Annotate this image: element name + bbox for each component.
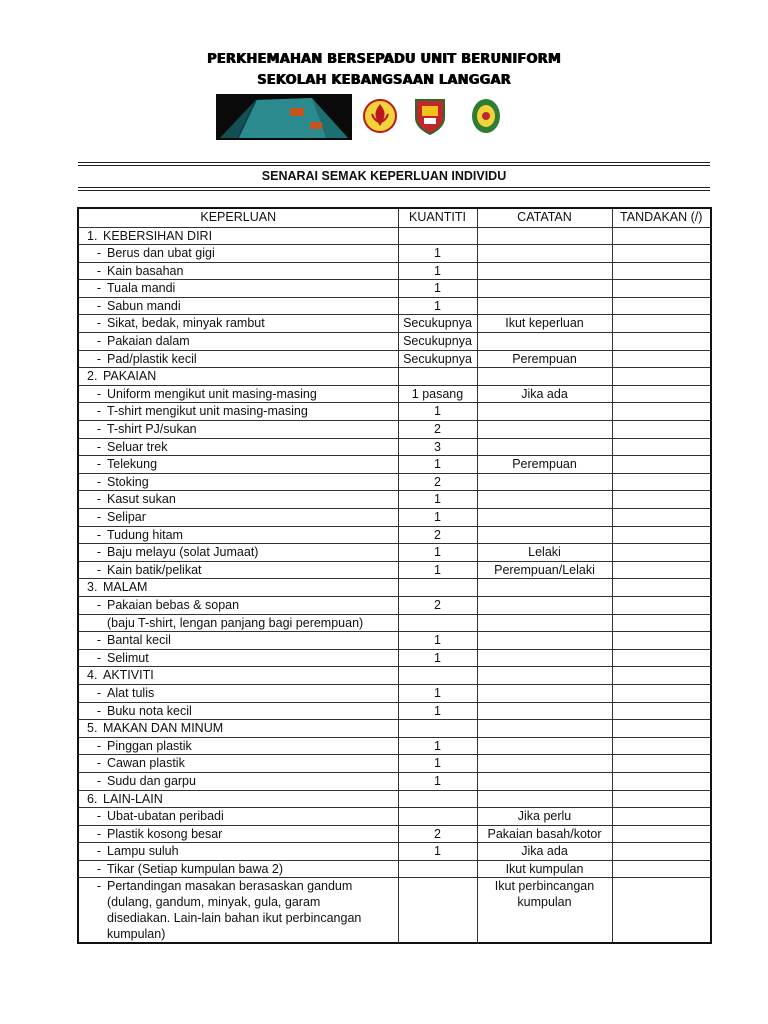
tick-cell[interactable] <box>612 350 711 368</box>
page-title-line1: PERKHEMAHAN BERSEPADU UNIT BERUNIFORM <box>207 52 561 67</box>
item-cell: - Pakaian bebas & sopan <box>78 596 398 614</box>
item-note: Lelaki <box>528 545 561 560</box>
section-row <box>78 368 711 386</box>
item-name: Pakaian dalam <box>107 334 190 349</box>
section-title: MALAM <box>103 580 148 595</box>
item-name: Pertandingan masakan berasaskan gandum <box>107 879 353 894</box>
item-name: Tikar (Setiap kumpulan bawa 2) <box>107 861 284 876</box>
section-number: 4. <box>87 668 98 683</box>
item-qty: 1 <box>434 703 441 718</box>
tick-cell[interactable] <box>612 825 711 843</box>
item-cell: - T-shirt PJ/sukan <box>78 421 398 439</box>
item-name: Telekung <box>107 457 158 472</box>
item-cell: - Bantal kecil <box>78 632 398 650</box>
item-cell: - Pakaian dalam <box>78 333 398 351</box>
qty-cell <box>398 579 477 597</box>
table-row <box>78 438 711 456</box>
item-name: Uniform mengikut unit masing-masing <box>107 386 317 401</box>
table-row <box>78 755 711 773</box>
qty-cell <box>398 702 477 720</box>
item-cell: - Kain basahan <box>78 262 398 280</box>
tick-cell[interactable] <box>612 596 711 614</box>
section-title-cell <box>78 368 398 386</box>
note-cell <box>477 491 612 509</box>
item-qty: 1 <box>434 545 441 560</box>
qty-cell <box>398 632 477 650</box>
note-cell <box>477 755 612 773</box>
tick-cell[interactable] <box>612 755 711 773</box>
item-qty: 1 <box>434 298 441 313</box>
table-row <box>78 614 711 632</box>
tick-cell[interactable] <box>612 315 711 333</box>
tick-cell[interactable] <box>612 843 711 861</box>
section-row <box>78 790 711 808</box>
note-cell <box>477 579 612 597</box>
item-name: Plastik kosong besar <box>107 826 223 841</box>
tick-cell[interactable] <box>612 860 711 878</box>
tick-cell[interactable] <box>612 614 711 632</box>
item-cell: - Stoking <box>78 473 398 491</box>
section-title: MAKAN DAN MINUM <box>103 721 224 736</box>
item-cell: - Kain batik/pelikat <box>78 561 398 579</box>
scout-emblem-icon <box>362 96 398 136</box>
item-name: Kain batik/pelikat <box>107 562 202 577</box>
tick-cell[interactable] <box>612 403 711 421</box>
tick-cell[interactable] <box>612 297 711 315</box>
note-cell <box>477 790 612 808</box>
tick-cell[interactable] <box>612 473 711 491</box>
table-row <box>78 843 711 861</box>
qty-cell <box>398 262 477 280</box>
item-cell: - Selipar <box>78 509 398 527</box>
item-cell: - Seluar trek <box>78 438 398 456</box>
qty-cell <box>398 245 477 263</box>
section-row <box>78 227 711 245</box>
tick-cell[interactable] <box>612 808 711 826</box>
section-title-cell <box>78 579 398 597</box>
table-row <box>78 808 711 826</box>
table-row <box>78 403 711 421</box>
item-cell: - Kasut sukan <box>78 491 398 509</box>
qty-cell <box>398 878 477 944</box>
item-cell: - Cawan plastik <box>78 755 398 773</box>
qty-cell <box>398 403 477 421</box>
table-row <box>78 385 711 403</box>
item-qty: 3 <box>434 439 441 454</box>
table-body <box>78 227 711 943</box>
item-name: Cawan plastik <box>107 756 185 771</box>
item-qty: 1 <box>434 263 441 278</box>
note-cell <box>477 649 612 667</box>
note-cell <box>477 843 612 861</box>
section-title: PAKAIAN <box>103 369 157 384</box>
item-name: Bantal kecil <box>107 633 171 648</box>
note-cell <box>477 350 612 368</box>
qty-cell <box>398 755 477 773</box>
tick-cell[interactable] <box>612 667 711 685</box>
table-row <box>78 684 711 702</box>
divider-top-2 <box>78 165 710 166</box>
item-note-line: kumpulan <box>517 895 572 910</box>
tick-cell[interactable] <box>612 790 711 808</box>
item-name: Selimut <box>107 650 149 665</box>
section-title: AKTIVITI <box>103 668 154 683</box>
item-qty: 1 pasang <box>411 386 464 401</box>
note-cell <box>477 526 612 544</box>
section-number: 5. <box>87 721 98 736</box>
item-name: Lampu suluh <box>107 844 179 859</box>
item-cell: - Uniform mengikut unit masing-masing <box>78 385 398 403</box>
section-row <box>78 720 711 738</box>
tent-icon <box>216 94 352 140</box>
item-cell: - Telekung <box>78 456 398 474</box>
item-cell: - Berus dan ubat gigi <box>78 245 398 263</box>
item-qty: Secukupnya <box>403 351 472 366</box>
note-cell <box>477 544 612 562</box>
item-qty: 1 <box>434 633 441 648</box>
item-cell: - Sikat, bedak, minyak rambut <box>78 315 398 333</box>
note-cell <box>477 825 612 843</box>
checklist-table <box>77 207 712 944</box>
item-name: Selipar <box>107 510 146 524</box>
qty-cell <box>398 808 477 826</box>
note-cell <box>477 473 612 491</box>
note-cell <box>477 702 612 720</box>
item-qty: 1 <box>434 281 441 296</box>
section-row <box>78 579 711 597</box>
item-name: Sudu dan garpu <box>107 773 196 788</box>
item-name: Ubat-ubatan peribadi <box>107 809 224 824</box>
tick-cell[interactable] <box>612 579 711 597</box>
table-row <box>78 632 711 650</box>
item-cell: - Sudu dan garpu <box>78 772 398 790</box>
item-name: Berus dan ubat gigi <box>107 246 215 261</box>
item-name: T-shirt mengikut unit masing-masing <box>107 404 308 419</box>
note-cell <box>477 262 612 280</box>
table-row <box>78 772 711 790</box>
table-row <box>78 509 711 527</box>
table-row <box>78 350 711 368</box>
item-note: Jika ada <box>521 844 568 859</box>
section-row <box>78 667 711 685</box>
qty-cell <box>398 614 477 632</box>
qty-cell <box>398 720 477 738</box>
item-qty: 1 <box>434 738 441 753</box>
qty-cell <box>398 790 477 808</box>
item-detail-line: (dulang, gandum, minyak, gula, garam <box>107 895 321 910</box>
section-number: 6. <box>87 791 98 806</box>
table-row <box>78 456 711 474</box>
section-title: LAIN-LAIN <box>103 791 163 806</box>
table-row <box>78 702 711 720</box>
col-header-kuantiti: KUANTITI <box>398 208 477 227</box>
item-name: Alat tulis <box>107 685 155 700</box>
tick-cell[interactable] <box>612 878 711 944</box>
note-cell <box>477 297 612 315</box>
note-cell <box>477 667 612 685</box>
item-cell: - Baju melayu (solat Jumaat) <box>78 544 398 562</box>
qty-cell <box>398 333 477 351</box>
item-cell: - Pad/plastik kecil <box>78 350 398 368</box>
table-row <box>78 473 711 491</box>
qty-cell <box>398 684 477 702</box>
page-title-line2: SEKOLAH KEBANGSAAN LANGGAR <box>257 73 511 88</box>
item-cell: - Pertandingan masakan berasaskan gandum (dulang, gandum, minyak, gula, garam disediakan. Lain-lain bahan ikut perbincangan kumpulan) <box>78 878 398 944</box>
note-cell <box>477 596 612 614</box>
note-cell <box>477 421 612 439</box>
tick-cell[interactable] <box>612 649 711 667</box>
tick-cell[interactable] <box>612 280 711 298</box>
table-row <box>78 561 711 579</box>
item-cell: - Buku nota kecil <box>78 702 398 720</box>
tick-cell[interactable] <box>612 333 711 351</box>
tick-cell[interactable] <box>612 632 711 650</box>
note-cell <box>477 772 612 790</box>
tick-cell[interactable] <box>612 702 711 720</box>
item-cell: - Lampu suluh <box>78 843 398 861</box>
qty-cell <box>398 438 477 456</box>
item-qty: 1 <box>434 492 441 507</box>
item-name: T-shirt PJ/sukan <box>107 422 197 437</box>
qty-cell <box>398 368 477 386</box>
qty-cell <box>398 315 477 333</box>
tick-cell[interactable] <box>612 245 711 263</box>
col-header-tandakan: TANDAKAN (/) <box>612 208 711 227</box>
section-number: 3. <box>87 580 98 595</box>
tick-cell[interactable] <box>612 368 711 386</box>
item-name: Seluar trek <box>107 439 168 454</box>
item-cell: - Alat tulis <box>78 684 398 702</box>
note-cell <box>477 227 612 245</box>
item-qty: 1 <box>434 457 441 472</box>
tick-cell[interactable] <box>612 262 711 280</box>
qty-cell <box>398 772 477 790</box>
divider-bottom-2 <box>78 190 710 191</box>
item-qty: 1 <box>434 510 441 524</box>
tick-cell[interactable] <box>612 526 711 544</box>
item-name: Pakaian bebas & sopan <box>107 597 240 612</box>
tick-cell[interactable] <box>612 684 711 702</box>
qty-cell <box>398 737 477 755</box>
divider-bottom <box>78 187 710 188</box>
tick-cell[interactable] <box>612 509 711 527</box>
divider-top <box>78 162 710 163</box>
item-qty: 1 <box>434 562 441 577</box>
tick-cell[interactable] <box>612 227 711 245</box>
table-row <box>78 596 711 614</box>
item-name: Pinggan plastik <box>107 738 192 753</box>
section-number: 1. <box>87 228 98 243</box>
section-number: 2. <box>87 369 98 384</box>
qty-cell <box>398 561 477 579</box>
item-qty: 1 <box>434 756 441 771</box>
item-cell: - Tudung hitam <box>78 526 398 544</box>
qty-cell <box>398 297 477 315</box>
qty-cell <box>398 526 477 544</box>
note-cell <box>477 385 612 403</box>
item-cell: - Tuala mandi <box>78 280 398 298</box>
item-qty: 1 <box>434 773 441 788</box>
item-qty: 1 <box>434 650 441 665</box>
table-row <box>78 491 711 509</box>
note-cell <box>477 368 612 386</box>
item-name: Pad/plastik kecil <box>107 351 197 366</box>
item-note: Ikut kumpulan <box>505 861 584 876</box>
tick-cell[interactable] <box>612 491 711 509</box>
table-row <box>78 737 711 755</box>
tick-cell[interactable] <box>612 720 711 738</box>
table-row <box>78 544 711 562</box>
item-name: Sabun mandi <box>107 298 181 313</box>
item-note: Ikut perbincangan <box>494 879 595 894</box>
tick-cell[interactable] <box>612 772 711 790</box>
item-note: Perempuan <box>512 351 577 366</box>
note-cell <box>477 315 612 333</box>
item-detail-line: disediakan. Lain-lain bahan ikut perbincangan <box>107 911 362 926</box>
qty-cell <box>398 421 477 439</box>
note-cell <box>477 403 612 421</box>
qty-cell <box>398 649 477 667</box>
table-row <box>78 421 711 439</box>
note-cell <box>477 808 612 826</box>
qty-cell <box>398 385 477 403</box>
tick-cell[interactable] <box>612 421 711 439</box>
item-cell <box>78 614 398 632</box>
tick-cell[interactable] <box>612 737 711 755</box>
note-cell <box>477 878 612 944</box>
tick-cell[interactable] <box>612 561 711 579</box>
section-title-cell <box>78 790 398 808</box>
qty-cell <box>398 544 477 562</box>
section-title: KEBERSIHAN DIRI <box>103 228 213 243</box>
qty-cell <box>398 860 477 878</box>
item-cell: - Selimut <box>78 649 398 667</box>
item-qty: Secukupnya <box>403 316 472 331</box>
item-cell: - Sabun mandi <box>78 297 398 315</box>
item-cell: - Plastik kosong besar <box>78 825 398 843</box>
item-qty: 2 <box>434 597 441 612</box>
note-cell <box>477 333 612 351</box>
item-qty: 1 <box>434 404 441 419</box>
item-name: Tuala mandi <box>107 281 176 296</box>
note-cell <box>477 280 612 298</box>
tick-cell[interactable] <box>612 438 711 456</box>
item-note: Jika ada <box>521 386 568 401</box>
state-crest-icon <box>468 96 504 136</box>
note-cell <box>477 614 612 632</box>
table-row <box>78 649 711 667</box>
item-note: Perempuan/Lelaki <box>494 562 595 577</box>
item-name: Stoking <box>107 474 149 489</box>
qty-cell <box>398 350 477 368</box>
item-cell: - Tikar (Setiap kumpulan bawa 2) <box>78 860 398 878</box>
note-cell <box>477 456 612 474</box>
item-name: Sikat, bedak, minyak rambut <box>107 316 265 331</box>
item-name: Baju melayu (solat Jumaat) <box>107 545 259 560</box>
item-detail-line: kumpulan) <box>107 927 166 942</box>
table-row <box>78 315 711 333</box>
school-crest-icon <box>412 96 448 136</box>
note-cell <box>477 245 612 263</box>
item-name: Kasut sukan <box>107 492 176 507</box>
section-title-cell <box>78 667 398 685</box>
col-header-catatan: CATATAN <box>477 208 612 227</box>
item-qty: 2 <box>434 474 441 489</box>
note-cell <box>477 720 612 738</box>
item-cell: - T-shirt mengikut unit masing-masing <box>78 403 398 421</box>
item-qty: Secukupnya <box>403 334 472 349</box>
qty-cell <box>398 491 477 509</box>
item-continuation: (baju T-shirt, lengan panjang bagi perempuan) <box>107 615 364 630</box>
tick-cell[interactable] <box>612 456 711 474</box>
table-row <box>78 878 711 944</box>
item-name: Tudung hitam <box>107 527 183 542</box>
item-note: Pakaian basah/kotor <box>487 826 602 841</box>
note-cell <box>477 684 612 702</box>
item-cell: - Ubat-ubatan peribadi <box>78 808 398 826</box>
qty-cell <box>398 509 477 527</box>
table-row <box>78 297 711 315</box>
table-row <box>78 280 711 298</box>
col-header-keperluan: KEPERLUAN <box>78 208 398 227</box>
table-header-row <box>78 208 711 227</box>
item-cell: - Pinggan plastik <box>78 737 398 755</box>
table-row <box>78 333 711 351</box>
qty-cell <box>398 473 477 491</box>
note-cell <box>477 438 612 456</box>
qty-cell <box>398 227 477 245</box>
item-qty: 1 <box>434 844 441 859</box>
qty-cell <box>398 596 477 614</box>
qty-cell <box>398 825 477 843</box>
item-name: Buku nota kecil <box>107 703 192 718</box>
item-qty: 2 <box>434 527 441 542</box>
table-row <box>78 526 711 544</box>
table-row <box>78 245 711 263</box>
note-cell <box>477 509 612 527</box>
table-row <box>78 262 711 280</box>
note-cell <box>477 737 612 755</box>
note-cell <box>477 561 612 579</box>
section-title-cell <box>78 720 398 738</box>
item-qty: 1 <box>434 685 441 700</box>
item-note: Perempuan <box>512 457 577 472</box>
qty-cell <box>398 456 477 474</box>
qty-cell <box>398 280 477 298</box>
item-name: Kain basahan <box>107 263 184 278</box>
item-qty: 2 <box>434 422 441 437</box>
item-note: Jika perlu <box>517 809 572 824</box>
item-qty: 1 <box>434 246 441 261</box>
table-row <box>78 825 711 843</box>
item-note: Ikut keperluan <box>505 316 584 331</box>
note-cell <box>477 632 612 650</box>
tick-cell[interactable] <box>612 385 711 403</box>
note-cell <box>477 860 612 878</box>
table-row <box>78 860 711 878</box>
qty-cell <box>398 667 477 685</box>
checklist-title: SENARAI SEMAK KEPERLUAN INDIVIDU <box>261 169 507 183</box>
qty-cell <box>398 843 477 861</box>
section-title-cell <box>78 227 398 245</box>
tick-cell[interactable] <box>612 544 711 562</box>
item-qty: 2 <box>434 826 441 841</box>
